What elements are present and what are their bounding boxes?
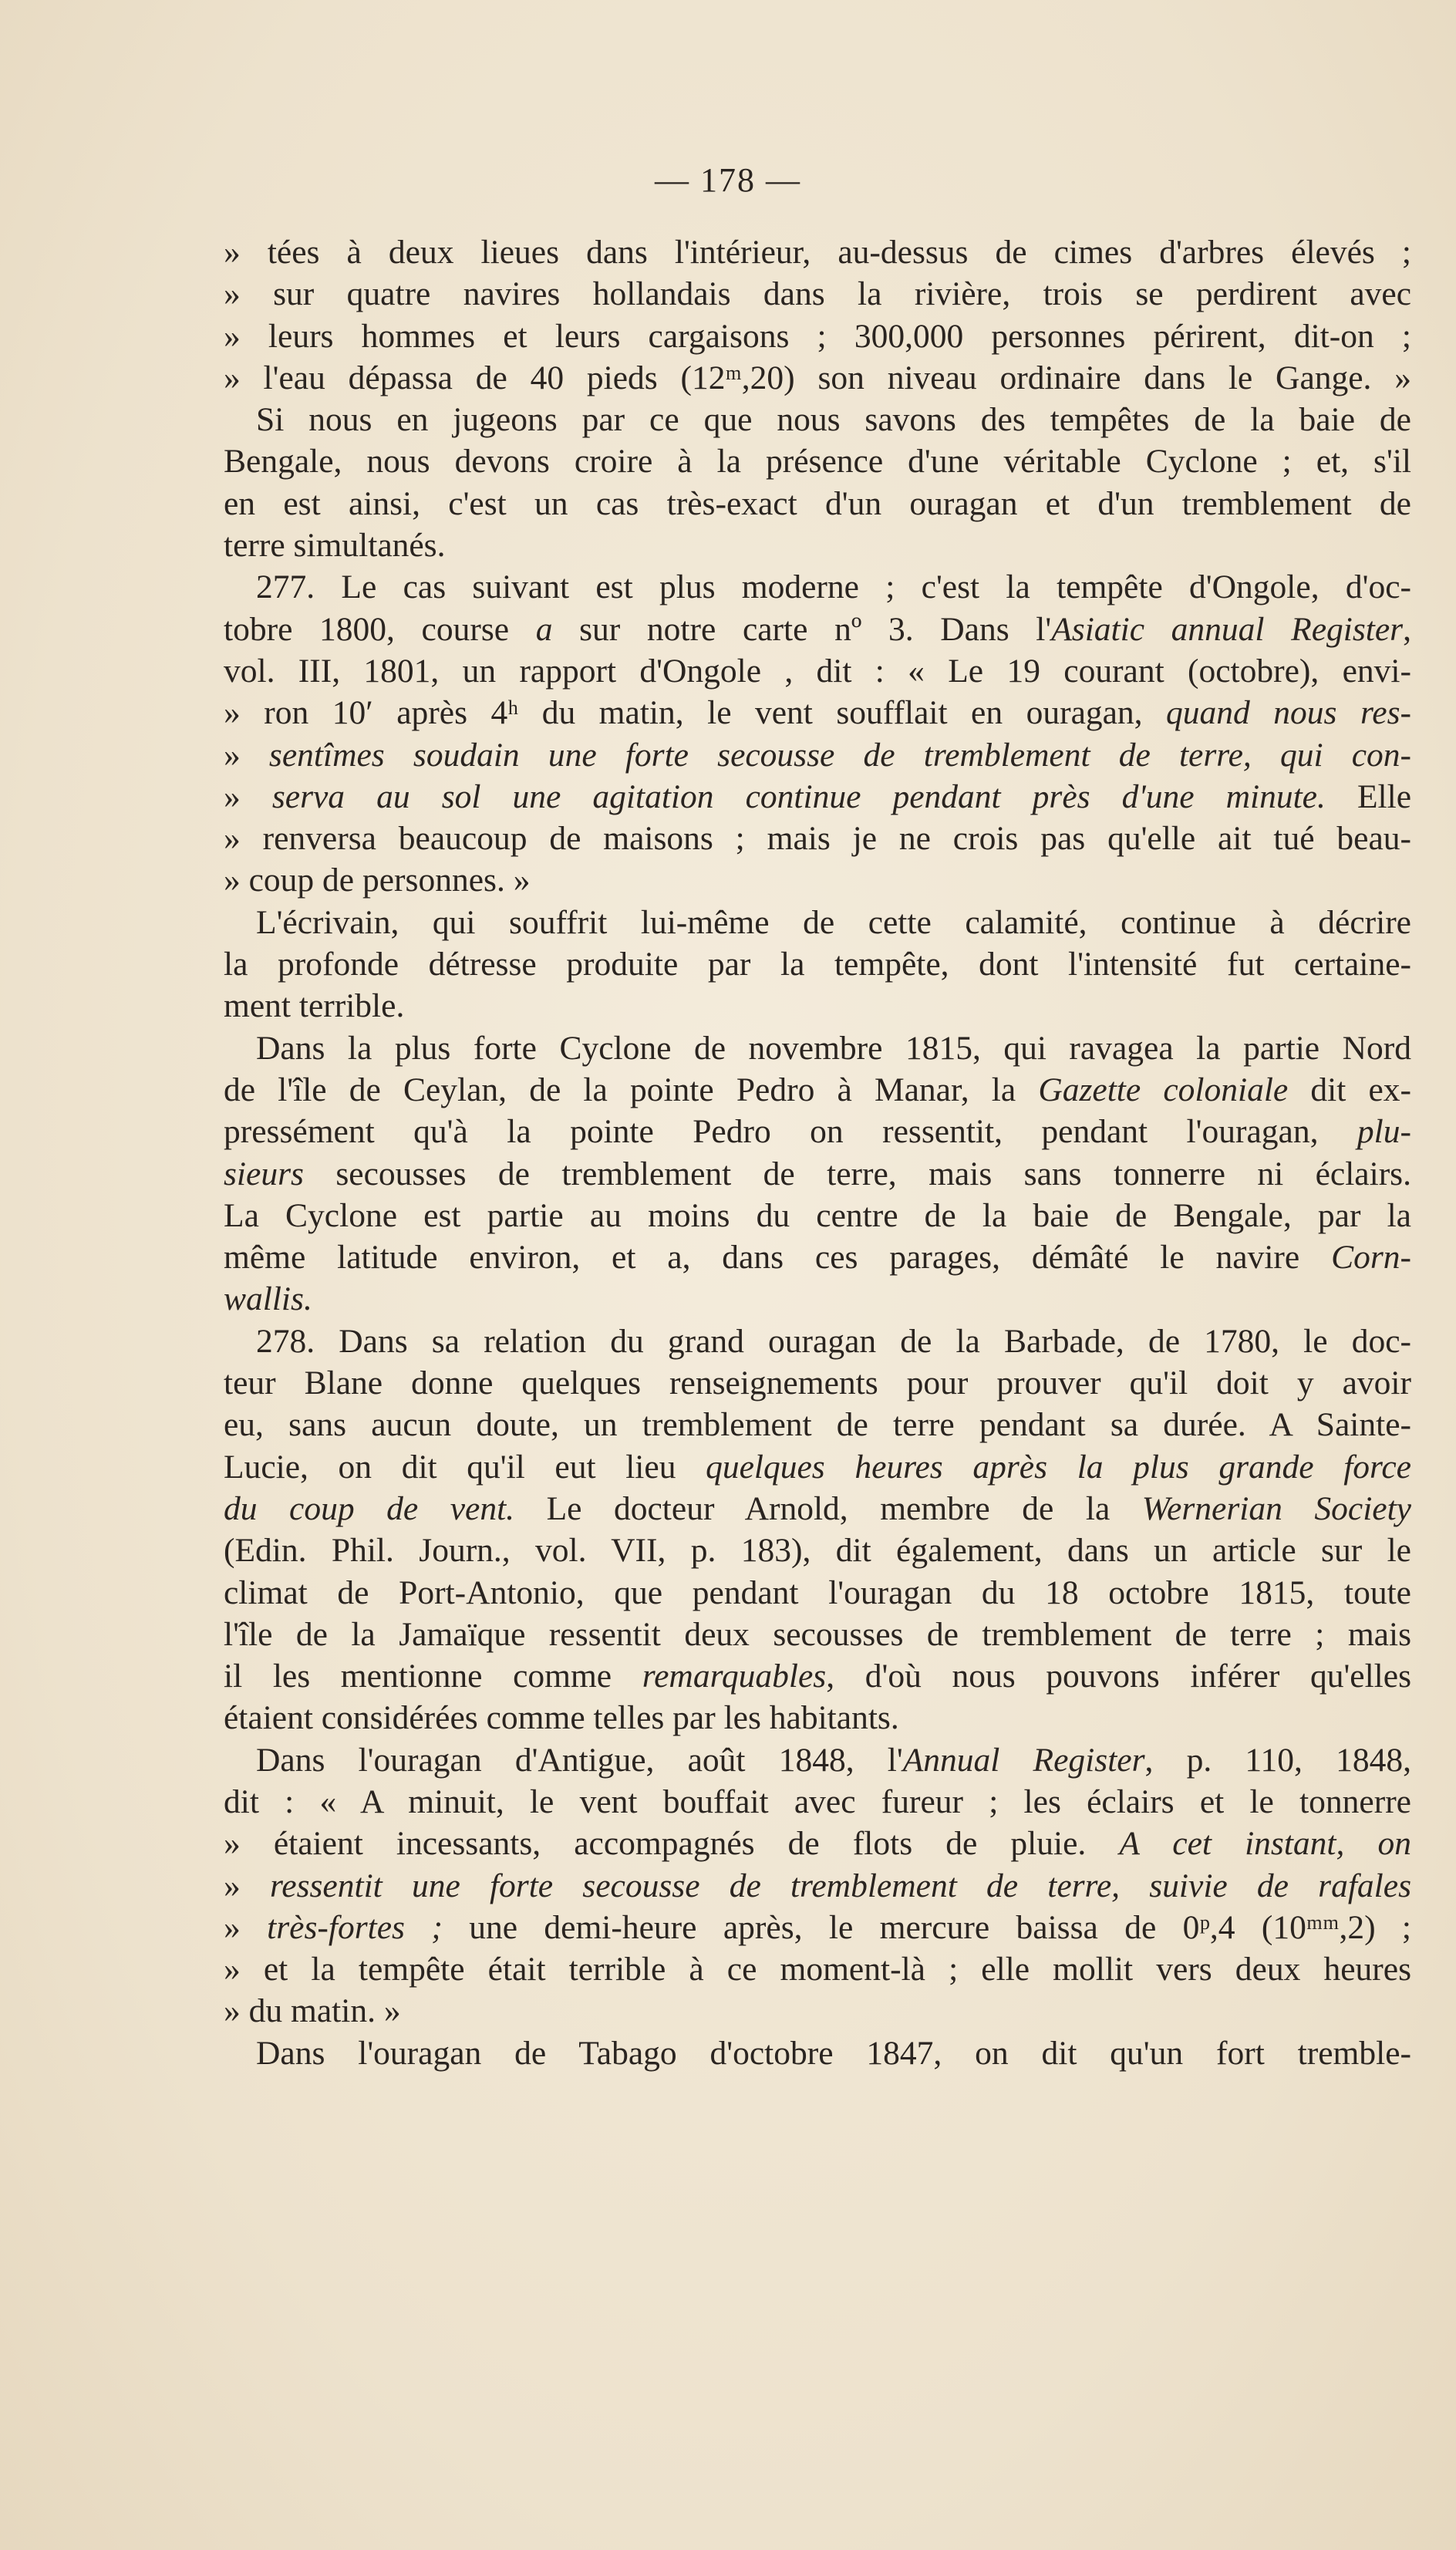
text-segment: » étaient incessants, accompagnés de flots de pluie.: [224, 1825, 1120, 1863]
italic-text: du coup de vent.: [224, 1489, 515, 1527]
text-line: » du matin. »: [224, 1992, 401, 2030]
text-line: La Cyclone est partie au moins du centre de la baie de Bengale, par la: [224, 1196, 1411, 1234]
text-segment: dit ex-: [1288, 1071, 1411, 1108]
text-line: [224, 1446, 1411, 1488]
text-line: 278. Dans sa relation du grand ouragan de la Barbade, de 1780, le doc-: [256, 1322, 1411, 1360]
text-line: (Edin. Phil. Journ., vol. VII, p. 183), dit également, dans un article sur le: [224, 1532, 1411, 1570]
text-segment: Dans l'ouragan d'Antigue, août 1848, l': [256, 1741, 903, 1779]
text-segment: de l'île de Ceylan, de la pointe Pedro à Manar, la: [224, 1071, 1039, 1108]
italic-text: ressentit une forte secousse de tremblement de terre, suivie de rafales: [269, 1867, 1412, 1904]
text-line: [224, 1739, 1411, 1781]
italic-text: Asiatic annual Register: [1051, 610, 1404, 648]
text-segment: Elle: [1325, 777, 1412, 815]
text-line: l'île de la Jamaïque ressentit deux secousses de tremblement de terre ; mais: [224, 1615, 1411, 1653]
text-line: [224, 734, 1411, 776]
text-line: vol. III, 1801, un rapport d'Ongole , dit : « Le 19 courant (octobre), envi-: [224, 652, 1411, 690]
text-line: terre simultanés.: [224, 527, 446, 565]
text-line: la profonde détresse produite par la tempête, dont l'intensité fut certaine-: [224, 946, 1411, 983]
text-line: [224, 1865, 1411, 1907]
text-line: [224, 776, 1411, 818]
text-segment: , d'où nous pouvons inférer qu'elles: [826, 1658, 1412, 1695]
italic-text: a: [535, 610, 553, 648]
text-line: Dans l'ouragan de Tabago d'octobre 1847, on dit qu'un fort tremble-: [256, 2034, 1411, 2072]
text-line: [224, 609, 1411, 650]
text-line: [224, 692, 1411, 734]
text-line: Dans la plus forte Cyclone de novembre 1815, qui ravagea la partie Nord: [256, 1029, 1411, 1067]
text-line: [224, 566, 1411, 608]
text-segment: tobre 1800, course: [224, 610, 536, 648]
italic-text: A cet instant, on: [1119, 1825, 1412, 1863]
italic-text: Wernerian Society: [1141, 1489, 1411, 1527]
text-line: » tées à deux lieues dans l'intérieur, au-dessus de cimes d'arbres élevés ;: [224, 234, 1411, 271]
text-line: » sur quatre navires hollandais dans la rivière, trois se perdirent avec: [224, 275, 1411, 313]
text-segment: »: [224, 736, 269, 774]
text-line: étaient considérées comme telles par les habitants.: [224, 1699, 899, 1737]
text-segment: une demi-heure après, le mercure baissa de 0ᵖ,4 (10ᵐᵐ,2) ;: [442, 1908, 1412, 1946]
text-segment: »: [224, 1867, 270, 1904]
text-segment: »: [224, 777, 272, 815]
text-line: en est ainsi, c'est un cas très-exact d'un ouragan et d'un tremblement de: [224, 484, 1411, 522]
text-segment: pressément qu'à la pointe Pedro on ressentit, pendant l'ouragan,: [224, 1113, 1357, 1151]
body-text: [224, 231, 1411, 2074]
text-line: [224, 1488, 1411, 1530]
text-line: [224, 1153, 1411, 1195]
text-line: » renversa beaucoup de maisons ; mais je ne crois pas qu'elle ait tué beau-: [224, 820, 1411, 858]
text-line: [224, 1236, 1411, 1278]
text-line: climat de Port-Antonio, que pendant l'ouragan du 18 octobre 1815, toute: [224, 1574, 1411, 1611]
text-line: L'écrivain, qui souffrit lui-même de cette calamité, continue à décrire: [256, 903, 1411, 941]
italic-text: wallis.: [224, 1280, 312, 1318]
page-number: — 178 —: [655, 161, 801, 199]
text-line: » l'eau dépassa de 40 pieds (12ᵐ,20) son niveau ordinaire dans le Gange. »: [224, 359, 1411, 396]
italic-text: Corn-: [1331, 1239, 1411, 1277]
text-line: [224, 1069, 1411, 1111]
italic-text: très-fortes ;: [267, 1908, 443, 1946]
italic-text: quelques heures après la plus grande force: [706, 1448, 1411, 1486]
italic-text: quand nous res-: [1166, 694, 1411, 732]
text-line: dit : « A minuit, le vent bouffait avec fureur ; les éclairs et le tonnerre: [224, 1783, 1411, 1820]
text-segment: 277. Le cas suivant est plus moderne ; c'est la tempête d'Ongole, d'oc-: [256, 568, 1411, 606]
text-line: [224, 1907, 1411, 1948]
text-segment: secousses de tremblement de terre, mais sans tonnerre ni éclairs.: [303, 1155, 1411, 1192]
text-line: teur Blane donne quelques renseignements pour prouver qu'il doit y avoir: [224, 1364, 1411, 1402]
italic-text: Annual Register: [902, 1741, 1145, 1779]
text-line: [224, 1111, 1411, 1152]
italic-text: remarquables: [642, 1658, 827, 1695]
text-line: Si nous en jugeons par ce que nous savons des tempêtes de la baie de: [256, 401, 1411, 439]
text-segment: Le docteur Arnold, membre de la: [514, 1489, 1142, 1527]
text-segment: »: [224, 1908, 268, 1946]
text-segment: il les mentionne comme: [224, 1658, 642, 1695]
text-line: » et la tempête était terrible à ce moment-là ; elle mollit vers deux heures: [224, 1951, 1411, 1988]
text-line: » leurs hommes et leurs cargaisons ; 300,000 personnes périrent, dit-on ;: [224, 317, 1411, 355]
italic-text: plu-: [1357, 1113, 1411, 1151]
italic-text: Gazette coloniale: [1038, 1071, 1289, 1108]
text-line: » coup de personnes. »: [224, 862, 531, 899]
text-line: [224, 1655, 1411, 1697]
text-segment: ,: [1403, 610, 1411, 648]
text-segment: » ron 10′ après 4ʰ du matin, le vent soufflait en ouragan,: [224, 694, 1167, 732]
text-line: ment terrible.: [224, 987, 405, 1025]
text-segment: Lucie, on dit qu'il eut lieu: [224, 1448, 706, 1486]
text-segment: , p. 110, 1848,: [1144, 1741, 1412, 1779]
text-line: Bengale, nous devons croire à la présence d'une véritable Cyclone ; et, s'il: [224, 443, 1411, 481]
italic-text: sentîmes soudain une forte secousse de tremblement de terre, qui con-: [268, 736, 1411, 774]
italic-text: sieurs: [224, 1155, 304, 1192]
italic-text: serva au sol une agitation continue pendant près d'une minute.: [271, 777, 1326, 815]
text-segment: sur notre carte nº 3. Dans l': [552, 610, 1052, 648]
text-line: [224, 1278, 1411, 1320]
text-line: [224, 1823, 1411, 1864]
text-line: eu, sans aucun doute, un tremblement de terre pendant sa durée. A Sainte-: [224, 1406, 1411, 1444]
text-segment: même latitude environ, et a, dans ces parages, démâté le navire: [224, 1239, 1332, 1277]
